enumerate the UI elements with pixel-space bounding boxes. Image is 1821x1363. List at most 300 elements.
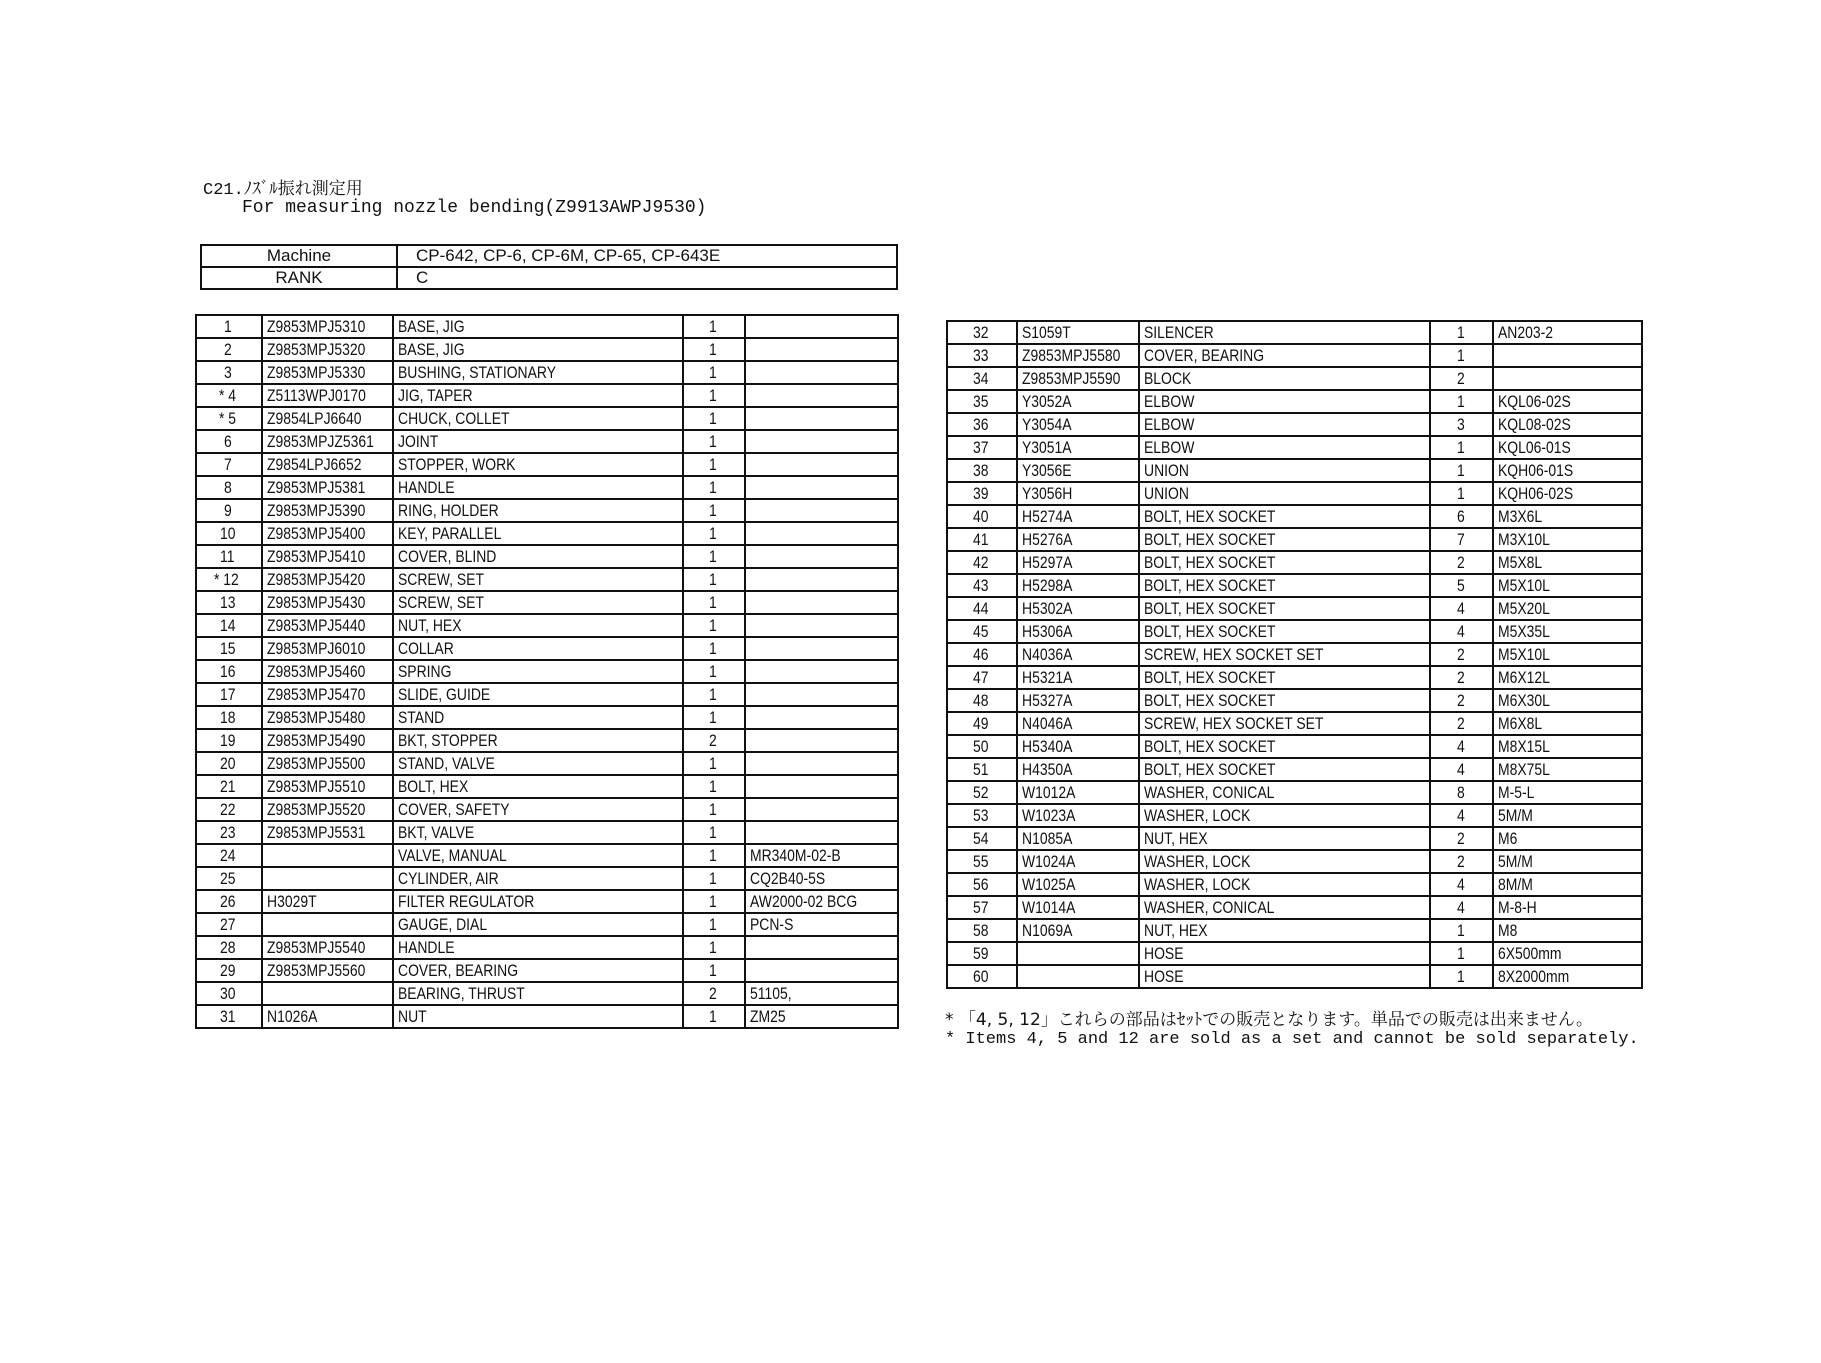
- part-number-text: Z9853MPJ5590: [1022, 369, 1121, 388]
- quantity-cell: [683, 936, 745, 959]
- quantity-text: 2: [1456, 691, 1465, 710]
- table-row: [196, 867, 898, 890]
- remarks-text: AW2000-02 BCG: [750, 892, 858, 911]
- table-row: [947, 551, 1642, 574]
- item-number-text: 42: [972, 553, 989, 572]
- remarks-text: KQH06-01S: [1498, 461, 1574, 480]
- item-number-text: 31: [219, 1007, 236, 1026]
- part-number-cell: [1017, 390, 1139, 413]
- quantity-text: 1: [709, 570, 718, 589]
- remarks-cell: [1493, 827, 1642, 850]
- item-number-text: 38: [972, 461, 989, 480]
- item-number-text: 23: [219, 823, 236, 842]
- remarks-text: M3X10L: [1498, 530, 1550, 549]
- machine-label: Machine: [201, 245, 397, 267]
- quantity-cell: [683, 1005, 745, 1028]
- part-name-cell: [1139, 850, 1430, 873]
- part-name-cell: [1139, 919, 1430, 942]
- remarks-cell: [745, 982, 898, 1005]
- quantity-text: 2: [1456, 553, 1465, 572]
- remarks-text: CQ2B40-5S: [750, 869, 826, 888]
- part-number-text: Z9853MPJ5520: [267, 800, 366, 819]
- part-name-cell: [1139, 551, 1430, 574]
- part-number-cell: [262, 361, 393, 384]
- remarks-cell: [1493, 781, 1642, 804]
- quantity-text: 1: [709, 501, 718, 520]
- part-number-text: Z9853MPJ5460: [267, 662, 366, 681]
- part-name-cell: [1139, 666, 1430, 689]
- item-number-text: 55: [972, 852, 989, 871]
- part-name-text: BLOCK: [1144, 369, 1192, 388]
- part-number-cell: [262, 660, 393, 683]
- part-name-text: UNION: [1144, 461, 1189, 480]
- part-number-text: Y3051A: [1022, 438, 1072, 457]
- part-name-text: ELBOW: [1144, 392, 1195, 411]
- part-name-cell: [393, 913, 683, 936]
- remarks-cell: [745, 637, 898, 660]
- table-row: [947, 804, 1642, 827]
- item-number-cell: [196, 384, 262, 407]
- remarks-text: 8M/M: [1498, 875, 1533, 894]
- part-name-text: WASHER, CONICAL: [1144, 898, 1275, 917]
- part-name-cell: [393, 522, 683, 545]
- item-number-text: 25: [219, 869, 236, 888]
- part-number-text: N4036A: [1022, 645, 1073, 664]
- quantity-text: 1: [1456, 323, 1465, 342]
- item-number-cell: [196, 844, 262, 867]
- part-name-text: BKT, VALVE: [398, 823, 475, 842]
- part-name-cell: [1139, 781, 1430, 804]
- table-row: [196, 476, 898, 499]
- part-name-cell: [1139, 896, 1430, 919]
- part-number-text: H5276A: [1022, 530, 1073, 549]
- quantity-text: 1: [709, 616, 718, 635]
- part-name-text: NUT, HEX: [1144, 829, 1208, 848]
- part-number-cell: [1017, 597, 1139, 620]
- item-number-cell: [947, 413, 1017, 436]
- remarks-cell: [745, 959, 898, 982]
- item-number-text: 59: [972, 944, 989, 963]
- remarks-text: 5M/M: [1498, 852, 1533, 871]
- part-number-text: Y3052A: [1022, 392, 1072, 411]
- part-number-text: H5297A: [1022, 553, 1073, 572]
- item-number-cell: [196, 453, 262, 476]
- part-number-text: Z9853MPJ5531: [267, 823, 366, 842]
- part-number-cell: [1017, 413, 1139, 436]
- table-row: [947, 758, 1642, 781]
- remarks-cell: [745, 522, 898, 545]
- remarks-text: ZM25: [750, 1007, 786, 1026]
- item-number-text: 53: [972, 806, 989, 825]
- remarks-cell: [1493, 942, 1642, 965]
- part-number-text: H5306A: [1022, 622, 1073, 641]
- part-name-cell: [393, 637, 683, 660]
- item-number-cell: [196, 867, 262, 890]
- table-row: [947, 781, 1642, 804]
- item-number-text: 43: [972, 576, 989, 595]
- remarks-cell: [1493, 574, 1642, 597]
- page-subtitle: For measuring nozzle bending(Z9913AWPJ9530): [242, 198, 707, 218]
- remarks-cell: [1493, 551, 1642, 574]
- quantity-text: 3: [1456, 415, 1465, 434]
- remarks-cell: [1493, 735, 1642, 758]
- remarks-cell: [745, 499, 898, 522]
- remarks-cell: [745, 890, 898, 913]
- rank-row: [201, 267, 897, 289]
- quantity-cell: [1430, 965, 1493, 988]
- quantity-text: 7: [1456, 530, 1465, 549]
- quantity-cell: [1430, 643, 1493, 666]
- item-number-text: 29: [219, 961, 236, 980]
- item-number-text: 8: [224, 478, 233, 497]
- table-row: [947, 850, 1642, 873]
- table-row: [947, 574, 1642, 597]
- part-number-cell: [1017, 758, 1139, 781]
- item-number-text: 51: [972, 760, 989, 779]
- item-number-cell: [196, 890, 262, 913]
- part-name-cell: [393, 936, 683, 959]
- part-name-text: HANDLE: [398, 938, 455, 957]
- quantity-cell: [683, 407, 745, 430]
- item-number-text: 21: [219, 777, 236, 796]
- item-number-cell: [947, 965, 1017, 988]
- part-name-text: SCREW, HEX SOCKET SET: [1144, 714, 1324, 733]
- quantity-text: 5: [1456, 576, 1465, 595]
- item-number-text: 34: [972, 369, 989, 388]
- quantity-cell: [1430, 459, 1493, 482]
- part-name-cell: [393, 706, 683, 729]
- part-name-cell: [393, 1005, 683, 1028]
- item-number-text: 15: [219, 639, 236, 658]
- quantity-text: 1: [709, 432, 718, 451]
- item-number-cell: [947, 827, 1017, 850]
- part-number-cell: [262, 568, 393, 591]
- part-number-cell: [1017, 666, 1139, 689]
- item-number-text: 46: [972, 645, 989, 664]
- remarks-cell: [1493, 712, 1642, 735]
- quantity-text: 4: [1456, 898, 1465, 917]
- table-row: [947, 459, 1642, 482]
- part-name-cell: [393, 453, 683, 476]
- table-row: [947, 965, 1642, 988]
- quantity-text: 1: [709, 915, 718, 934]
- part-number-cell: [262, 637, 393, 660]
- item-number-text: 60: [972, 967, 989, 986]
- item-number-text: 32: [972, 323, 989, 342]
- remarks-text: M5X35L: [1498, 622, 1550, 641]
- part-name-cell: [1139, 942, 1430, 965]
- remarks-cell: [1493, 597, 1642, 620]
- item-number-cell: [947, 620, 1017, 643]
- remarks-text: M6X8L: [1498, 714, 1543, 733]
- remarks-text: KQH06-02S: [1498, 484, 1574, 503]
- part-name-text: BOLT, HEX SOCKET: [1144, 760, 1276, 779]
- item-number-cell: [196, 913, 262, 936]
- item-number-cell: [947, 551, 1017, 574]
- item-number-cell: [947, 873, 1017, 896]
- rank-value: C: [397, 267, 897, 289]
- part-name-text: BOLT, HEX SOCKET: [1144, 737, 1276, 756]
- quantity-cell: [683, 315, 745, 338]
- quantity-text: 1: [1456, 346, 1465, 365]
- item-number-text: * 4: [218, 386, 236, 405]
- part-number-cell: [1017, 827, 1139, 850]
- part-number-cell: [1017, 919, 1139, 942]
- quantity-cell: [683, 890, 745, 913]
- quantity-text: 4: [1456, 875, 1465, 894]
- part-name-text: HANDLE: [398, 478, 455, 497]
- table-row: [196, 522, 898, 545]
- item-number-text: * 12: [213, 570, 239, 589]
- part-name-cell: [393, 660, 683, 683]
- quantity-text: 1: [709, 892, 718, 911]
- quantity-text: 2: [1456, 645, 1465, 664]
- part-number-cell: [262, 936, 393, 959]
- part-name-text: FILTER REGULATOR: [398, 892, 535, 911]
- quantity-text: 1: [1456, 392, 1465, 411]
- part-name-cell: [1139, 459, 1430, 482]
- part-name-text: STAND, VALVE: [398, 754, 495, 773]
- table-row: [196, 683, 898, 706]
- quantity-cell: [1430, 666, 1493, 689]
- item-number-cell: [196, 936, 262, 959]
- remarks-text: M5X10L: [1498, 645, 1550, 664]
- table-row: [196, 614, 898, 637]
- part-name-text: WASHER, LOCK: [1144, 806, 1251, 825]
- table-row: [196, 499, 898, 522]
- note-japanese: * 「4, 5, 12」これらの部品はｾｯﾄでの販売となります。単品での販売は出来ません。: [945, 1010, 1593, 1030]
- remarks-text: KQL06-01S: [1498, 438, 1571, 457]
- part-number-text: H3029T: [267, 892, 317, 911]
- remarks-cell: [745, 430, 898, 453]
- part-number-cell: [1017, 942, 1139, 965]
- part-number-text: Z9853MPJ5560: [267, 961, 366, 980]
- table-row: [196, 407, 898, 430]
- remarks-cell: [745, 660, 898, 683]
- part-number-cell: [262, 499, 393, 522]
- quantity-text: 1: [1456, 438, 1465, 457]
- part-number-text: Z9853MPJ5390: [267, 501, 366, 520]
- part-name-text: ELBOW: [1144, 438, 1195, 457]
- part-number-text: Z9853MPJ5440: [267, 616, 366, 635]
- part-number-text: W1024A: [1022, 852, 1076, 871]
- table-row: [947, 413, 1642, 436]
- part-name-text: BASE, JIG: [398, 340, 465, 359]
- part-name-text: BOLT, HEX SOCKET: [1144, 553, 1276, 572]
- part-name-cell: [1139, 965, 1430, 988]
- part-number-text: Z9853MPJ6010: [267, 639, 366, 658]
- remarks-cell: [1493, 758, 1642, 781]
- quantity-cell: [683, 660, 745, 683]
- part-name-text: STOPPER, WORK: [398, 455, 516, 474]
- remarks-cell: [745, 453, 898, 476]
- part-name-text: NUT: [398, 1007, 427, 1026]
- quantity-cell: [1430, 390, 1493, 413]
- item-number-cell: [196, 614, 262, 637]
- part-number-cell: [1017, 367, 1139, 390]
- quantity-text: 1: [709, 685, 718, 704]
- item-number-text: * 5: [218, 409, 236, 428]
- remarks-text: M8X15L: [1498, 737, 1550, 756]
- quantity-cell: [683, 430, 745, 453]
- remarks-cell: [745, 752, 898, 775]
- table-row: [196, 660, 898, 683]
- part-number-cell: [262, 729, 393, 752]
- item-number-cell: [947, 643, 1017, 666]
- quantity-cell: [683, 637, 745, 660]
- quantity-text: 1: [709, 754, 718, 773]
- remarks-text: M3X6L: [1498, 507, 1543, 526]
- part-number-cell: [1017, 735, 1139, 758]
- part-number-cell: [262, 775, 393, 798]
- item-number-text: 3: [224, 363, 233, 382]
- page-title: C21.ﾉｽﾞﾙ振れ測定用: [203, 181, 363, 200]
- remarks-cell: [745, 338, 898, 361]
- remarks-cell: [745, 407, 898, 430]
- table-row: [947, 873, 1642, 896]
- quantity-text: 1: [709, 524, 718, 543]
- part-number-cell: [1017, 344, 1139, 367]
- item-number-cell: [196, 522, 262, 545]
- quantity-cell: [1430, 413, 1493, 436]
- remarks-cell: [1493, 643, 1642, 666]
- table-row: [196, 453, 898, 476]
- item-number-cell: [196, 476, 262, 499]
- part-number-cell: [262, 407, 393, 430]
- quantity-text: 1: [1456, 484, 1465, 503]
- quantity-cell: [1430, 873, 1493, 896]
- table-row: [947, 712, 1642, 735]
- part-number-cell: [262, 315, 393, 338]
- part-name-cell: [1139, 597, 1430, 620]
- part-name-text: COVER, BLIND: [398, 547, 497, 566]
- table-row: [196, 959, 898, 982]
- part-number-cell: [1017, 436, 1139, 459]
- item-number-text: 7: [224, 455, 233, 474]
- quantity-text: 2: [1456, 852, 1465, 871]
- part-number-cell: [1017, 620, 1139, 643]
- item-number-cell: [196, 660, 262, 683]
- part-number-text: N1085A: [1022, 829, 1073, 848]
- quantity-cell: [683, 775, 745, 798]
- table-row: [196, 982, 898, 1005]
- part-name-cell: [1139, 712, 1430, 735]
- table-row: [196, 775, 898, 798]
- remarks-text: M5X20L: [1498, 599, 1550, 618]
- item-number-text: 20: [219, 754, 236, 773]
- item-number-cell: [196, 499, 262, 522]
- part-name-text: NUT, HEX: [1144, 921, 1208, 940]
- quantity-cell: [1430, 827, 1493, 850]
- part-number-cell: [262, 821, 393, 844]
- item-number-text: 54: [972, 829, 989, 848]
- part-number-cell: [262, 959, 393, 982]
- remarks-cell: [745, 591, 898, 614]
- part-name-text: GAUGE, DIAL: [398, 915, 488, 934]
- part-name-text: COVER, SAFETY: [398, 800, 510, 819]
- item-number-text: 1: [224, 317, 233, 336]
- part-name-cell: [393, 821, 683, 844]
- quantity-cell: [1430, 804, 1493, 827]
- part-number-cell: [262, 913, 393, 936]
- remarks-text: 6X500mm: [1498, 944, 1562, 963]
- item-number-text: 41: [972, 530, 989, 549]
- part-name-text: WASHER, CONICAL: [1144, 783, 1275, 802]
- part-name-text: ELBOW: [1144, 415, 1195, 434]
- quantity-text: 1: [709, 340, 718, 359]
- quantity-text: 4: [1456, 737, 1465, 756]
- quantity-text: 1: [709, 938, 718, 957]
- part-name-text: SPRING: [398, 662, 452, 681]
- part-number-text: H5274A: [1022, 507, 1073, 526]
- quantity-text: 1: [709, 547, 718, 566]
- part-number-text: Z5113WPJ0170: [267, 386, 366, 405]
- item-number-text: 30: [219, 984, 236, 1003]
- quantity-text: 2: [709, 731, 718, 750]
- quantity-cell: [683, 752, 745, 775]
- item-number-text: 22: [219, 800, 236, 819]
- quantity-text: 4: [1456, 760, 1465, 779]
- remarks-cell: [1493, 321, 1642, 344]
- part-name-text: BOLT, HEX SOCKET: [1144, 668, 1276, 687]
- part-name-text: JIG, TAPER: [398, 386, 473, 405]
- part-name-cell: [393, 890, 683, 913]
- item-number-text: 57: [972, 898, 989, 917]
- remarks-text: M6X30L: [1498, 691, 1550, 710]
- part-number-cell: [262, 1005, 393, 1028]
- quantity-cell: [683, 499, 745, 522]
- remarks-cell: [1493, 804, 1642, 827]
- part-name-cell: [1139, 804, 1430, 827]
- part-number-cell: [1017, 459, 1139, 482]
- part-number-cell: [262, 614, 393, 637]
- part-name-cell: [1139, 413, 1430, 436]
- item-number-cell: [947, 758, 1017, 781]
- part-number-text: W1014A: [1022, 898, 1076, 917]
- quantity-text: 4: [1456, 622, 1465, 641]
- item-number-text: 2: [224, 340, 233, 359]
- quantity-cell: [1430, 942, 1493, 965]
- item-number-cell: [947, 942, 1017, 965]
- table-row: [196, 637, 898, 660]
- quantity-text: 1: [709, 455, 718, 474]
- item-number-cell: [196, 637, 262, 660]
- part-number-cell: [1017, 574, 1139, 597]
- item-number-cell: [196, 729, 262, 752]
- quantity-text: 1: [709, 593, 718, 612]
- remarks-cell: [745, 384, 898, 407]
- part-name-cell: [1139, 321, 1430, 344]
- part-name-cell: [393, 591, 683, 614]
- remarks-text: M8X75L: [1498, 760, 1550, 779]
- item-number-text: 33: [972, 346, 989, 365]
- table-row: [947, 436, 1642, 459]
- item-number-cell: [196, 338, 262, 361]
- item-number-text: 19: [219, 731, 236, 750]
- part-number-cell: [1017, 873, 1139, 896]
- remarks-cell: [745, 568, 898, 591]
- item-number-cell: [196, 315, 262, 338]
- quantity-text: 1: [709, 478, 718, 497]
- quantity-cell: [1430, 597, 1493, 620]
- quantity-cell: [1430, 344, 1493, 367]
- table-row: [196, 545, 898, 568]
- remarks-text: M-5-L: [1498, 783, 1535, 802]
- part-name-text: COVER, BEARING: [1144, 346, 1265, 365]
- item-number-cell: [196, 430, 262, 453]
- part-name-cell: [1139, 505, 1430, 528]
- part-number-cell: [1017, 850, 1139, 873]
